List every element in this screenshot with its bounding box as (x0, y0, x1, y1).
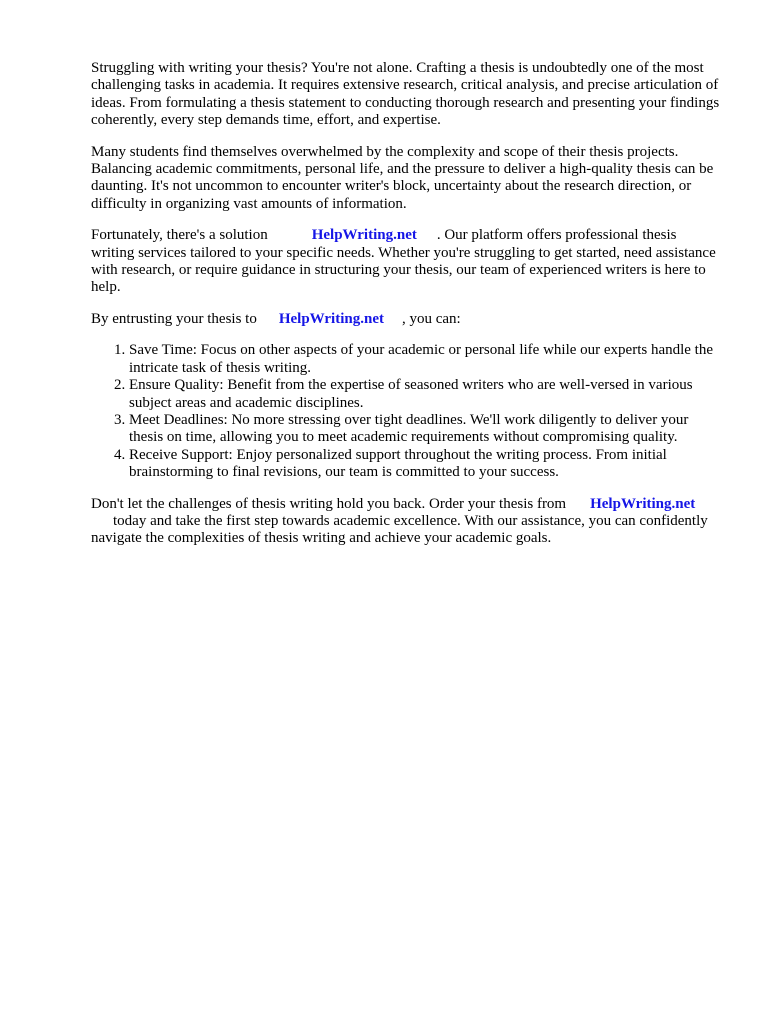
entrusting-text-after: , you can: (401, 310, 461, 327)
intro-paragraph: Struggling with writing your thesis? You're not alone. Crafting a thesis is undoubtedly one of the most challenging tasks in academia. It requires extensive research, critical analysis, and precise articulation of ideas. From formulating a thesis statement to conducting thorough research and presenting your findings coherently, every step demands time, effort, and expertise. (91, 60, 720, 129)
entrusting-text-before: By entrusting your thesis to (91, 310, 257, 327)
document-page (91, 60, 721, 562)
helpwriting-link[interactable]: HelpWriting.net (311, 227, 417, 244)
list-item: 1. Save Time: Focus on other aspects of your academic or personal life while our experts handle the intricate task of thesis writing. (129, 342, 721, 377)
list-item: 4. Receive Support: Enjoy personalized support throughout the writing process. From initial brainstorming to final revisions, our team is committed to your success. (129, 447, 721, 482)
benefits-list (91, 342, 721, 481)
closing-text-after: today and take the first step towards academic excellence. With our assistance, you can confidently navigate the complexities of thesis writing and achieve your academic goals. (91, 512, 708, 547)
solution-text-before: Fortunately, there's a solution (91, 227, 268, 244)
list-item: 3. Meet Deadlines: No more stressing over tight deadlines. We'll work diligently to deliver your thesis on time, allowing you to meet academic requirements without compromising quality. (129, 412, 721, 447)
list-item: 2. Ensure Quality: Benefit from the expertise of seasoned writers who are well-versed in various subject areas and academic disciplines. (129, 377, 721, 412)
solution-text-after: . Our platform offers professional thesis writing services tailored to your specific needs. Whether you're struggling to get started, need assistance with research, or require guidance in structuring your thesis, our team of experienced writers is here to help. (91, 227, 716, 296)
helpwriting-link[interactable]: HelpWriting.net (278, 310, 384, 327)
challenges-paragraph: Many students find themselves overwhelmed by the complexity and scope of their thesis projects. Balancing academic commitments, personal life, and the pressure to deliver a high-quality thesis can be daunting. It's not uncommon to encounter writer's block, uncertainty about the research direction, or difficulty in organizing vast amounts of information. (91, 143, 714, 212)
closing-text-before: Don't let the challenges of thesis writing hold you back. Order your thesis from (91, 495, 567, 512)
entrusting-paragraph (91, 311, 721, 328)
closing-paragraph (91, 496, 721, 548)
solution-paragraph (91, 227, 721, 297)
helpwriting-link[interactable]: HelpWriting.net (590, 495, 696, 512)
